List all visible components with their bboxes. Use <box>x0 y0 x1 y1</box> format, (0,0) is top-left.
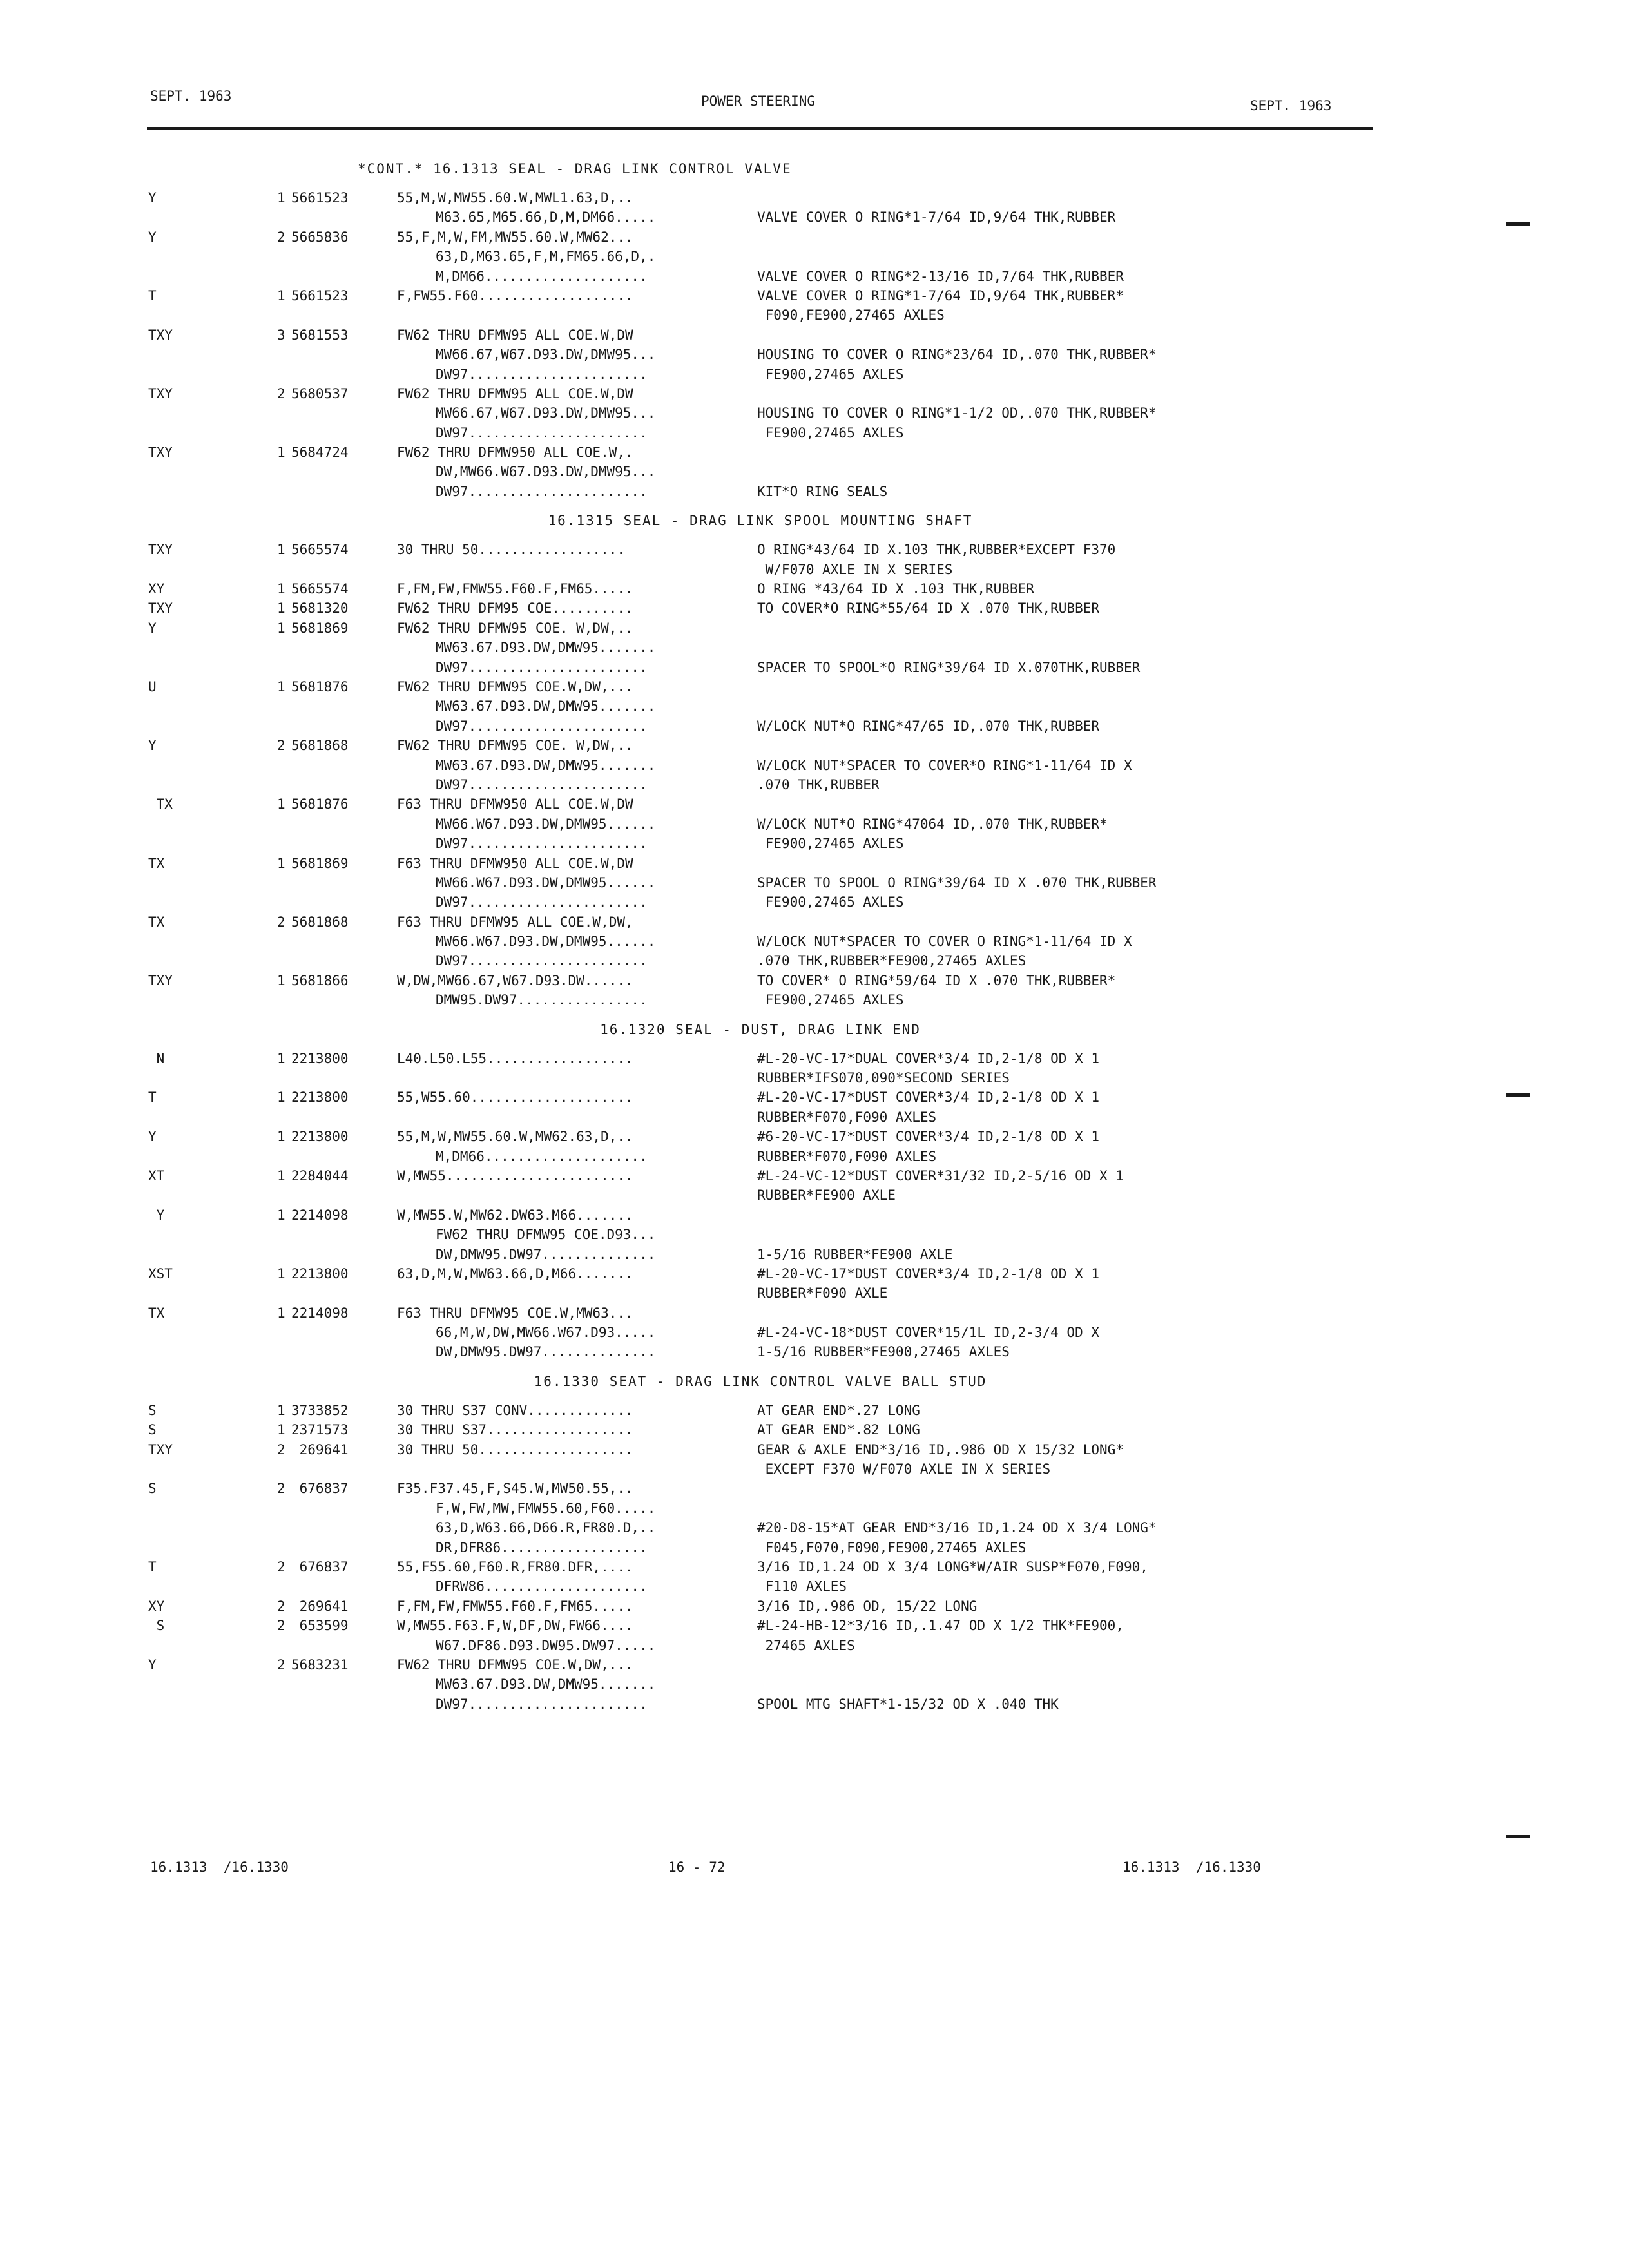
part-number: 5681553 <box>291 327 349 343</box>
usage-models: 30 THRU S37.................. <box>397 1422 633 1438</box>
usage-models: FW62 THRU DFMW95 ALL COE.W,DW <box>397 327 633 343</box>
usage-models: MW66.67,W67.D93.DW,DMW95... <box>436 405 656 421</box>
parts-row <box>148 1479 1373 1498</box>
parts-row <box>148 677 1373 697</box>
parts-row <box>148 1166 1373 1186</box>
usage-models: 63,D,W63.66,D66.R,FR80.D,.. <box>436 1520 656 1536</box>
part-description: FE900,27465 AXLES <box>757 366 904 382</box>
usage-models: FW62 THRU DFM95 COE.......... <box>397 601 633 617</box>
part-description: TO COVER* O RING*59/64 ID X .070 THK,RUBBER* <box>757 972 1116 988</box>
quantity: 1 <box>277 796 285 812</box>
parts-row <box>148 384 1373 403</box>
usage-models: FW62 THRU DFMW950 ALL COE.W,. <box>397 445 633 461</box>
part-description: W/LOCK NUT*SPACER TO COVER O RING*1-11/64 ID X <box>757 934 1132 950</box>
part-description: TO COVER*O RING*55/64 ID X .070 THK,RUBBER <box>757 601 1100 617</box>
usage-models: 55,W55.60.................... <box>397 1090 633 1106</box>
part-number: 5681876 <box>291 796 349 812</box>
parts-row <box>148 1206 1373 1225</box>
usage-models: F63 THRU DFMW950 ALL COE.W,DW <box>397 796 633 812</box>
parts-row <box>148 1147 1373 1166</box>
parts-row <box>148 325 1373 345</box>
parts-list <box>148 149 1373 1714</box>
model-code: N <box>148 1050 165 1066</box>
part-description: W/LOCK NUT*O RING*47/65 ID,.070 THK,RUBBER <box>757 718 1100 734</box>
part-description: SPACER TO SPOOL*O RING*39/64 ID X.070THK,RUBBER <box>757 659 1141 675</box>
part-description: RUBBER*F090 AXLE <box>757 1285 888 1302</box>
part-description: 27465 AXLES <box>757 1637 855 1653</box>
parts-row <box>148 1420 1373 1439</box>
quantity: 1 <box>277 972 285 988</box>
quantity: 1 <box>277 601 285 617</box>
usage-models: DW97...................... <box>436 425 648 441</box>
usage-models: F,W,FW,MW,FMW55.60,F60..... <box>436 1500 656 1516</box>
section-heading: 16.1315 SEAL - DRAG LINK SPOOL MOUNTING SHAFT <box>548 513 973 529</box>
quantity: 2 <box>277 385 285 401</box>
model-code: Y <box>148 1207 165 1223</box>
model-code: U <box>148 678 157 695</box>
parts-row <box>148 1323 1373 1342</box>
part-description: FE900,27465 AXLES <box>757 992 904 1008</box>
parts-row <box>148 207 1373 227</box>
parts-row <box>148 267 1373 286</box>
quantity: 1 <box>277 1402 285 1418</box>
usage-models: 55,M,W,MW55.60.W,MWL1.63,D,.. <box>397 190 633 206</box>
part-description: SPOOL MTG SHAFT*1-15/32 OD X .040 THK <box>757 1696 1059 1712</box>
parts-row <box>148 579 1373 599</box>
model-code: Y <box>148 229 157 245</box>
parts-row <box>148 971 1373 990</box>
quantity: 1 <box>277 542 285 558</box>
usage-models: FW62 THRU DFMW95 COE.D93... <box>436 1227 656 1243</box>
part-description: O RING *43/64 ID X .103 THK,RUBBER <box>757 581 1034 597</box>
part-description: F110 AXLES <box>757 1579 847 1595</box>
parts-row <box>148 423 1373 443</box>
model-code: TX <box>148 796 173 812</box>
part-number: 5681869 <box>291 620 349 636</box>
quantity: 2 <box>277 1481 285 1497</box>
parts-row <box>148 1342 1373 1361</box>
part-description: VALVE COVER O RING*1-7/64 ID,9/64 THK,RUBBER <box>757 209 1116 226</box>
part-description: W/LOCK NUT*SPACER TO COVER*O RING*1-11/64 ID X <box>757 757 1132 773</box>
usage-models: DW,DMW95.DW97.............. <box>436 1344 656 1360</box>
parts-row <box>148 1695 1373 1714</box>
usage-models: W,MW55.W,MW62.DW63.M66....... <box>397 1207 633 1223</box>
usage-models: 55,F,M,W,FM,MW55.60.W,MW62... <box>397 229 633 245</box>
quantity: 1 <box>277 1422 285 1438</box>
header-title: POWER STEERING <box>701 93 816 109</box>
quantity: 2 <box>277 1559 285 1575</box>
quantity: 1 <box>277 855 285 871</box>
usage-models: L40.L50.L55.................. <box>397 1050 633 1066</box>
parts-row <box>148 951 1373 970</box>
part-number: 5681868 <box>291 738 349 754</box>
quantity: 2 <box>277 914 285 930</box>
quantity: 1 <box>277 1090 285 1106</box>
part-description: GEAR & AXLE END*3/16 ID,.986 OD X 15/32 LONG* <box>757 1441 1124 1457</box>
quantity: 3 <box>277 327 285 343</box>
part-description: 1-5/16 RUBBER*FE900 AXLE <box>757 1246 953 1262</box>
part-description: FE900,27465 AXLES <box>757 894 904 910</box>
margin-mark <box>1506 1835 1530 1838</box>
usage-models: M,DM66.................... <box>436 268 648 284</box>
model-code: S <box>148 1402 157 1418</box>
part-description: HOUSING TO COVER O RING*1-1/2 OD,.070 THK,RUBBER* <box>757 405 1157 421</box>
model-code: XY <box>148 1598 165 1614</box>
part-number: 2214098 <box>291 1305 349 1321</box>
usage-models: W,DW,MW66.67,W67.D93.DW...... <box>397 972 633 988</box>
parts-row <box>148 756 1373 775</box>
model-code: TXY <box>148 445 173 461</box>
part-description: 3/16 ID,1.24 OD X 3/4 LONG*W/AIR SUSP*F070,F090, <box>757 1559 1148 1575</box>
usage-models: MW63.67.D93.DW,DMW95....... <box>436 1677 656 1693</box>
model-code: Y <box>148 620 157 636</box>
usage-models: MW66.67,W67.D93.DW,DMW95... <box>436 347 656 363</box>
part-description: SPACER TO SPOOL O RING*39/64 ID X .070 THK,RUBBER <box>757 874 1157 890</box>
part-description: RUBBER*F070,F090 AXLES <box>757 1109 937 1125</box>
usage-models: 30 THRU 50.................. <box>397 542 626 558</box>
parts-row <box>148 1068 1373 1088</box>
footer-left-range: 16.1313 /16.1330 <box>150 1860 289 1875</box>
parts-row <box>148 775 1373 794</box>
part-number: 676837 <box>291 1481 349 1497</box>
quantity: 1 <box>277 1207 285 1223</box>
quantity: 2 <box>277 229 285 245</box>
usage-models: DR,DFR86.................. <box>436 1539 648 1555</box>
usage-models: 30 THRU 50................... <box>397 1441 633 1457</box>
usage-models: MW66.W67.D93.DW,DMW95...... <box>436 874 656 890</box>
usage-models: M,DM66.................... <box>436 1148 648 1164</box>
part-description: RUBBER*FE900 AXLE <box>757 1187 896 1204</box>
usage-models: F35.F37.45,F,S45.W,MW50.55,.. <box>397 1481 633 1497</box>
part-number: 2213800 <box>291 1050 349 1066</box>
parts-row <box>148 345 1373 364</box>
part-description: RUBBER*F070,F090 AXLES <box>757 1148 937 1164</box>
model-code: TXY <box>148 972 173 988</box>
usage-models: DW,DMW95.DW97.............. <box>436 1246 656 1262</box>
parts-row <box>148 912 1373 932</box>
part-number: 5681868 <box>291 914 349 930</box>
parts-row <box>148 1283 1373 1303</box>
quantity: 2 <box>277 1441 285 1457</box>
usage-models: FW62 THRU DFMW95 COE. W,DW,.. <box>397 738 633 754</box>
usage-models: MW63.67.D93.DW,DMW95....... <box>436 640 656 656</box>
parts-row <box>148 932 1373 951</box>
page-number: 16 - 72 <box>668 1860 726 1875</box>
section-heading: *CONT.* 16.1313 SEAL - DRAG LINK CONTROL VALVE <box>358 161 792 177</box>
parts-row <box>148 443 1373 462</box>
usage-models: DFRW86.................... <box>436 1579 648 1595</box>
model-code: TXY <box>148 1441 173 1457</box>
model-code: XST <box>148 1265 173 1282</box>
part-description: #L-20-VC-17*DUST COVER*3/4 ID,2-1/8 OD X 1 <box>757 1090 1100 1106</box>
usage-models: FW62 THRU DFMW95 ALL COE.W,DW <box>397 385 633 401</box>
usage-models: DW97...................... <box>436 953 648 969</box>
parts-row <box>148 736 1373 755</box>
parts-row <box>148 1597 1373 1616</box>
parts-row <box>148 1108 1373 1127</box>
margin-mark <box>1506 222 1530 226</box>
section-heading: 16.1330 SEAT - DRAG LINK CONTROL VALVE BALL STUD <box>534 1373 987 1389</box>
model-code: XY <box>148 581 165 597</box>
usage-models: DW97...................... <box>436 1696 648 1712</box>
part-description: F045,F070,F090,FE900,27465 AXLES <box>757 1539 1027 1555</box>
parts-row <box>148 854 1373 873</box>
usage-models: MW66.W67.D93.DW,DMW95...... <box>436 816 656 832</box>
parts-row <box>148 599 1373 618</box>
quantity: 1 <box>277 1168 285 1184</box>
parts-row <box>148 1518 1373 1537</box>
usage-models: FW62 THRU DFMW95 COE.W,DW,... <box>397 678 633 695</box>
parts-row <box>148 1127 1373 1146</box>
part-number: 5681876 <box>291 678 349 695</box>
parts-row <box>148 814 1373 834</box>
parts-row <box>148 305 1373 325</box>
usage-models: FW62 THRU DFMW95 COE. W,DW,.. <box>397 620 633 636</box>
part-description: 3/16 ID,.986 OD, 15/22 LONG <box>757 1598 978 1614</box>
parts-row <box>148 540 1373 559</box>
model-code: TXY <box>148 601 173 617</box>
usage-models: W,MW55.F63.F,W,DF,DW,FW66.... <box>397 1618 633 1634</box>
parts-row <box>148 227 1373 247</box>
model-code: TX <box>148 914 165 930</box>
header-left-date: SEPT. 1963 <box>150 88 232 104</box>
parts-row <box>148 560 1373 579</box>
usage-models: FW62 THRU DFMW95 COE.W,DW,... <box>397 1657 633 1673</box>
part-number: 5661523 <box>291 287 349 303</box>
parts-row <box>148 1186 1373 1205</box>
usage-models: M63.65,M65.66,D,M,DM66..... <box>436 209 656 226</box>
quantity: 2 <box>277 738 285 754</box>
part-number: 269641 <box>291 1441 349 1457</box>
parts-row <box>148 990 1373 1010</box>
model-code: Y <box>148 738 157 754</box>
parts-row <box>148 892 1373 912</box>
usage-models: MW63.67.D93.DW,DMW95....... <box>436 757 656 773</box>
usage-models: W67.DF86.D93.DW95.DW97..... <box>436 1637 656 1653</box>
part-description: VALVE COVER O RING*1-7/64 ID,9/64 THK,RUBBER* <box>757 287 1124 303</box>
parts-row <box>148 365 1373 384</box>
model-code: XT <box>148 1168 165 1184</box>
parts-row <box>148 1049 1373 1068</box>
quantity: 1 <box>277 620 285 636</box>
model-code: S <box>148 1618 165 1634</box>
part-description: .070 THK,RUBBER*FE900,27465 AXLES <box>757 953 1027 969</box>
quantity: 2 <box>277 1618 285 1634</box>
model-code: Y <box>148 190 157 206</box>
usage-models: MW63.67.D93.DW,DMW95....... <box>436 698 656 715</box>
parts-row <box>148 1088 1373 1107</box>
usage-models: W,MW55....................... <box>397 1168 633 1184</box>
part-description: #L-20-VC-17*DUAL COVER*3/4 ID,2-1/8 OD X 1 <box>757 1050 1100 1066</box>
parts-row <box>148 462 1373 481</box>
part-description: #L-24-HB-12*3/16 ID,.1.47 OD X 1/2 THK*FE900, <box>757 1618 1124 1634</box>
model-code: S <box>148 1481 157 1497</box>
part-description: #L-24-VC-18*DUST COVER*15/1L ID,2-3/4 OD X <box>757 1325 1100 1341</box>
usage-models: DW97...................... <box>436 776 648 793</box>
parts-row <box>148 1440 1373 1459</box>
part-description: W/F070 AXLE IN X SERIES <box>757 561 953 577</box>
model-code: TXY <box>148 542 173 558</box>
part-number: 2371573 <box>291 1422 349 1438</box>
header-rule <box>147 127 1373 130</box>
quantity: 1 <box>277 678 285 695</box>
part-number: 2284044 <box>291 1168 349 1184</box>
usage-models: 66,M,W,DW,MW66.W67.D93..... <box>436 1325 656 1341</box>
part-number: 3733852 <box>291 1402 349 1418</box>
quantity: 1 <box>277 581 285 597</box>
model-code: TX <box>148 855 165 871</box>
model-code: TXY <box>148 385 173 401</box>
quantity: 1 <box>277 1305 285 1321</box>
part-number: 5681320 <box>291 601 349 617</box>
quantity: 1 <box>277 287 285 303</box>
part-description: .070 THK,RUBBER <box>757 776 880 793</box>
model-code: T <box>148 1559 157 1575</box>
parts-row <box>148 286 1373 305</box>
model-code: S <box>148 1422 157 1438</box>
usage-models: MW66.W67.D93.DW,DMW95...... <box>436 934 656 950</box>
section-heading: 16.1320 SEAL - DUST, DRAG LINK END <box>600 1021 921 1037</box>
part-number: 2214098 <box>291 1207 349 1223</box>
part-number: 2213800 <box>291 1265 349 1282</box>
parts-row <box>148 1225 1373 1244</box>
parts-row <box>148 482 1373 501</box>
usage-models: 63,D,M,W,MW63.66,D,M66....... <box>397 1265 633 1282</box>
parts-row <box>148 638 1373 657</box>
parts-row <box>148 794 1373 814</box>
part-description: W/LOCK NUT*O RING*47064 ID,.070 THK,RUBBER* <box>757 816 1108 832</box>
part-number: 5680537 <box>291 385 349 401</box>
part-number: 5684724 <box>291 445 349 461</box>
part-description: 1-5/16 RUBBER*FE900,27465 AXLES <box>757 1344 1010 1360</box>
part-number: 5665836 <box>291 229 349 245</box>
quantity: 1 <box>277 1265 285 1282</box>
quantity: 1 <box>277 190 285 206</box>
quantity: 1 <box>277 1050 285 1066</box>
quantity: 2 <box>277 1598 285 1614</box>
part-number: 5661523 <box>291 190 349 206</box>
parts-row <box>148 658 1373 677</box>
header-right-date: SEPT. 1963 <box>1250 98 1332 113</box>
parts-row <box>148 247 1373 266</box>
usage-models: DW,MW66.W67.D93.DW,DMW95... <box>436 464 656 480</box>
usage-models: F63 THRU DFMW95 COE.W,MW63... <box>397 1305 633 1321</box>
part-number: 5665574 <box>291 542 349 558</box>
part-description: O RING*43/64 ID X.103 THK,RUBBER*EXCEPT F370 <box>757 542 1116 558</box>
part-description: FE900,27465 AXLES <box>757 836 904 852</box>
parts-row <box>148 1577 1373 1596</box>
parts-row <box>148 1264 1373 1283</box>
usage-models: F63 THRU DFMW95 ALL COE.W,DW, <box>397 914 633 930</box>
part-number: 653599 <box>291 1618 349 1634</box>
usage-models: 63,D,M63.65,F,M,FM65.66,D,. <box>436 249 656 265</box>
parts-row <box>148 188 1373 207</box>
usage-models: DW97...................... <box>436 718 648 734</box>
usage-models: F,FW55.F60................... <box>397 287 633 303</box>
part-description: HOUSING TO COVER O RING*23/64 ID,.070 THK,RUBBER* <box>757 347 1157 363</box>
model-code: TXY <box>148 327 173 343</box>
quantity: 1 <box>277 1129 285 1145</box>
usage-models: DW97...................... <box>436 894 648 910</box>
part-description: EXCEPT F370 W/F070 AXLE IN X SERIES <box>757 1461 1051 1477</box>
usage-models: DMW95.DW97................ <box>436 992 648 1008</box>
part-description: KIT*O RING SEALS <box>757 483 888 499</box>
parts-row <box>148 1499 1373 1518</box>
usage-models: 30 THRU S37 CONV............. <box>397 1402 633 1418</box>
parts-row <box>148 1655 1373 1675</box>
part-description: FE900,27465 AXLES <box>757 425 904 441</box>
part-number: 269641 <box>291 1598 349 1614</box>
parts-row <box>148 834 1373 853</box>
model-code: T <box>148 287 157 303</box>
usage-models: DW97...................... <box>436 836 648 852</box>
model-code: Y <box>148 1129 157 1145</box>
usage-models: F63 THRU DFMW950 ALL COE.W,DW <box>397 855 633 871</box>
parts-row <box>148 1303 1373 1323</box>
parts-row <box>148 1557 1373 1577</box>
part-description: AT GEAR END*.27 LONG <box>757 1402 920 1418</box>
usage-models: F,FM,FW,FMW55.F60.F,FM65..... <box>397 581 633 597</box>
usage-models: 55,F55.60,F60.R,FR80.DFR,.... <box>397 1559 633 1575</box>
usage-models: DW97...................... <box>436 659 648 675</box>
parts-row <box>148 1675 1373 1694</box>
part-number: 676837 <box>291 1559 349 1575</box>
parts-row <box>148 716 1373 736</box>
part-number: 5665574 <box>291 581 349 597</box>
part-description: F090,FE900,27465 AXLES <box>757 307 945 323</box>
part-description: RUBBER*IFS070,090*SECOND SERIES <box>757 1070 1010 1086</box>
parts-row <box>148 1616 1373 1635</box>
footer-right-range: 16.1313 /16.1330 <box>1123 1860 1261 1875</box>
part-description: AT GEAR END*.82 LONG <box>757 1422 920 1438</box>
usage-models: 55,M,W,MW55.60.W,MW62.63,D,.. <box>397 1129 633 1145</box>
quantity: 1 <box>277 445 285 461</box>
part-description: #6-20-VC-17*DUST COVER*3/4 ID,2-1/8 OD X 1 <box>757 1129 1100 1145</box>
parts-row <box>148 619 1373 638</box>
parts-row <box>148 697 1373 716</box>
part-description: #20-D8-15*AT GEAR END*3/16 ID,1.24 OD X 3/4 LONG* <box>757 1520 1157 1536</box>
parts-row <box>148 1538 1373 1557</box>
parts-row <box>148 1245 1373 1264</box>
usage-models: F,FM,FW,FMW55.F60.F,FM65..... <box>397 1598 633 1614</box>
part-number: 5683231 <box>291 1657 349 1673</box>
parts-row <box>148 1636 1373 1655</box>
part-description: #L-20-VC-17*DUST COVER*3/4 ID,2-1/8 OD X 1 <box>757 1265 1100 1282</box>
model-code: T <box>148 1090 157 1106</box>
margin-mark <box>1506 1093 1530 1097</box>
part-number: 5681866 <box>291 972 349 988</box>
part-number: 5681869 <box>291 855 349 871</box>
usage-models: DW97...................... <box>436 366 648 382</box>
quantity: 2 <box>277 1657 285 1673</box>
part-number: 2213800 <box>291 1129 349 1145</box>
part-description: #L-24-VC-12*DUST COVER*31/32 ID,2-5/16 OD X 1 <box>757 1168 1124 1184</box>
parts-row <box>148 1401 1373 1420</box>
part-number: 2213800 <box>291 1090 349 1106</box>
usage-models: DW97...................... <box>436 483 648 499</box>
model-code: Y <box>148 1657 157 1673</box>
model-code: TX <box>148 1305 165 1321</box>
parts-row <box>148 873 1373 892</box>
part-description: VALVE COVER O RING*2-13/16 ID,7/64 THK,RUBBER <box>757 268 1124 284</box>
parts-row <box>148 403 1373 423</box>
parts-row <box>148 1459 1373 1479</box>
